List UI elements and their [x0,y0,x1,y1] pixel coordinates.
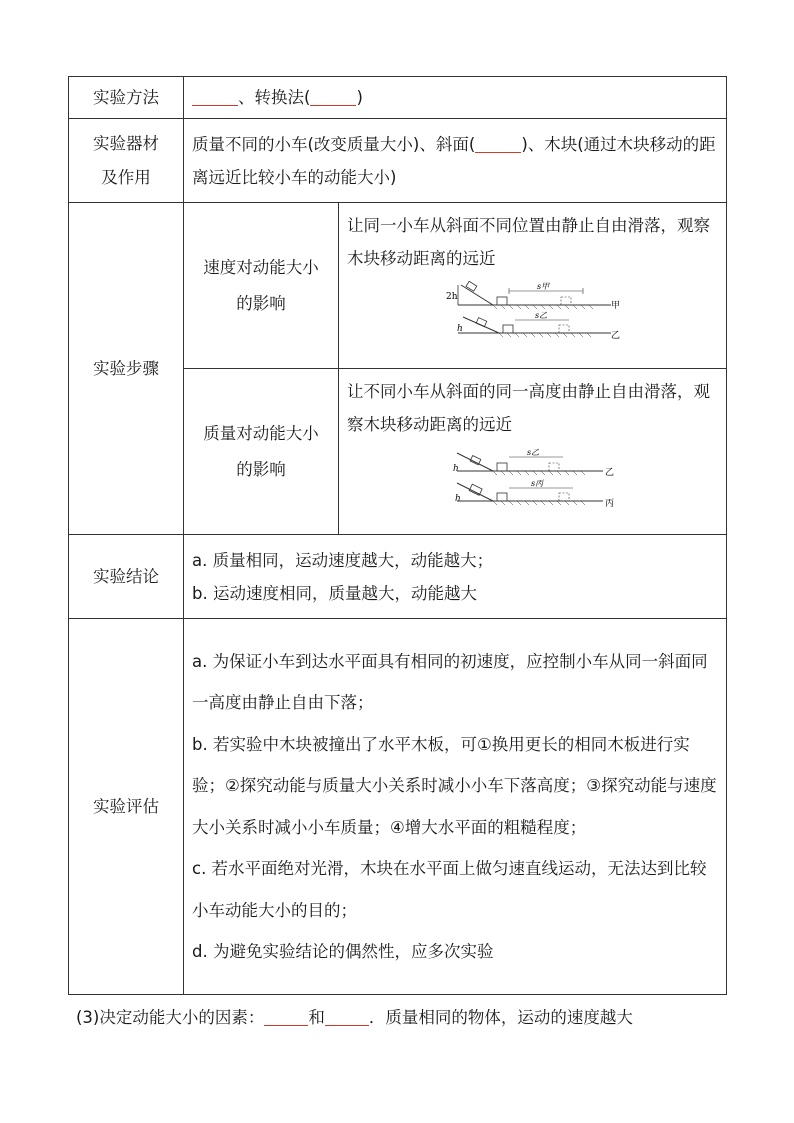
mass-setup-bottom [455,479,614,509]
speed-title-line2: 的影响 [236,293,286,313]
equipment-label-line1: 实验器材 [93,133,159,153]
conclusion-content [184,535,727,619]
block-top [497,463,507,471]
distance-label-top: s甲 [536,282,549,291]
speed-description: 让同一小车从斜面不同位置由静止自由滑落，观察木块移动距离的远近 [347,216,710,268]
distance-label-bottom: s丙 [530,479,543,488]
distance-label-bottom: s乙 [534,311,547,320]
evaluation-item-c: c. 若水平面绝对光滑，木块在水平面上做匀速直线运动，无法达到比较小车动能大小的目的； [192,859,707,920]
height-label-2h: 2h [445,292,458,302]
method-content [184,77,727,119]
equipment-text-2: )、木块(通过木块移动的距离远近比较小车的动能大小) [192,134,716,187]
equipment-row [69,119,727,203]
experiment-table [68,76,727,995]
question-3-prefix: (3)决定动能大小的因素： [76,1008,265,1027]
mass-title-line2: 的影响 [236,459,286,479]
evaluation-content [184,619,727,995]
cart-bottom [476,318,487,327]
mass-description: 让不同小车从斜面的同一高度由静止自由滑落，观察木块移动距离的远近 [347,382,710,434]
question-3-suffix: ．质量相同的物体，运动的速度越大 [368,1008,633,1027]
height-label-bottom: h [454,494,461,504]
block-top [497,297,507,305]
case-label-bottom: 乙 [610,331,620,341]
case-label-top: 乙 [604,468,614,478]
mass-title-line1: 质量对动能大小 [203,423,319,443]
equipment-text-1: 质量不同的小车(改变质量大小)、斜面( [192,134,476,154]
case-label-top: 甲 [610,301,620,311]
speed-setup-bottom [457,311,620,341]
method-label: 实验方法 [69,77,184,119]
question-3-mid: 和 [308,1008,325,1027]
evaluation-item-b: b. 若实验中木块被撞出了水平木板，可①换用更长的相同木板进行实验；②探究动能与质量大小关系时减小小车下落高度；③探究动能与速度大小关系时减小小车质量；④增大水平面的粗糙程度； [192,734,717,837]
method-row [69,77,727,119]
distance-label-top: s乙 [526,448,539,457]
conclusion-row [69,535,727,619]
question-3 [76,1004,633,1028]
floor-hatch-bottom [493,501,585,505]
mass-setup-top [453,448,614,478]
method-blank-2[interactable] [310,87,356,106]
conclusion-label: 实验结论 [69,535,184,619]
floor-hatch-top [493,471,585,475]
evaluation-label: 实验评估 [69,619,184,995]
steps-speed-row [69,203,727,369]
mass-diagram [443,445,623,511]
mass-content [339,369,727,535]
evaluation-row [69,619,727,995]
speed-content [339,203,727,369]
block-final-bottom [559,493,569,501]
steps-label: 实验步骤 [69,203,184,535]
block-final-top [549,463,559,471]
conclusion-line-b: b. 运动速度相同，质量越大，动能越大 [192,583,477,603]
mass-title [184,369,339,535]
floor-hatch-bottom [499,333,591,337]
conclusion-line-a: a. 质量相同，运动速度越大，动能越大； [192,550,494,570]
equipment-label [69,119,184,203]
equipment-content [184,119,727,203]
speed-setup-top [446,281,620,311]
incline-top [457,453,493,471]
method-text-1: 、转换法( [238,88,311,107]
block-final-top [561,297,571,305]
height-label-h: h [456,324,463,334]
method-text-2: ) [356,88,363,107]
evaluation-item-a: a. 为保证小车到达水平面具有相同的初速度，应控制小车从同一斜面同一高度由静止自由下落； [192,651,708,712]
block-bottom [497,493,507,501]
block-final-bottom [559,325,569,333]
speed-title [184,203,339,369]
block-bottom [503,325,513,333]
speed-title-line1: 速度对动能大小 [203,257,319,277]
method-blank-1[interactable] [192,87,238,106]
factor-blank-2[interactable] [325,1007,369,1026]
floor-hatch-top [493,305,593,309]
speed-diagram [443,279,623,345]
case-label-bottom: 丙 [604,499,614,509]
equipment-blank[interactable] [475,134,521,153]
equipment-label-line2: 及作用 [101,167,151,187]
incline-top [461,285,493,305]
evaluation-item-d: d. 为避免实验结论的偶然性，应多次实验 [192,942,494,961]
height-label-top: h [452,464,459,474]
factor-blank-1[interactable] [264,1007,308,1026]
